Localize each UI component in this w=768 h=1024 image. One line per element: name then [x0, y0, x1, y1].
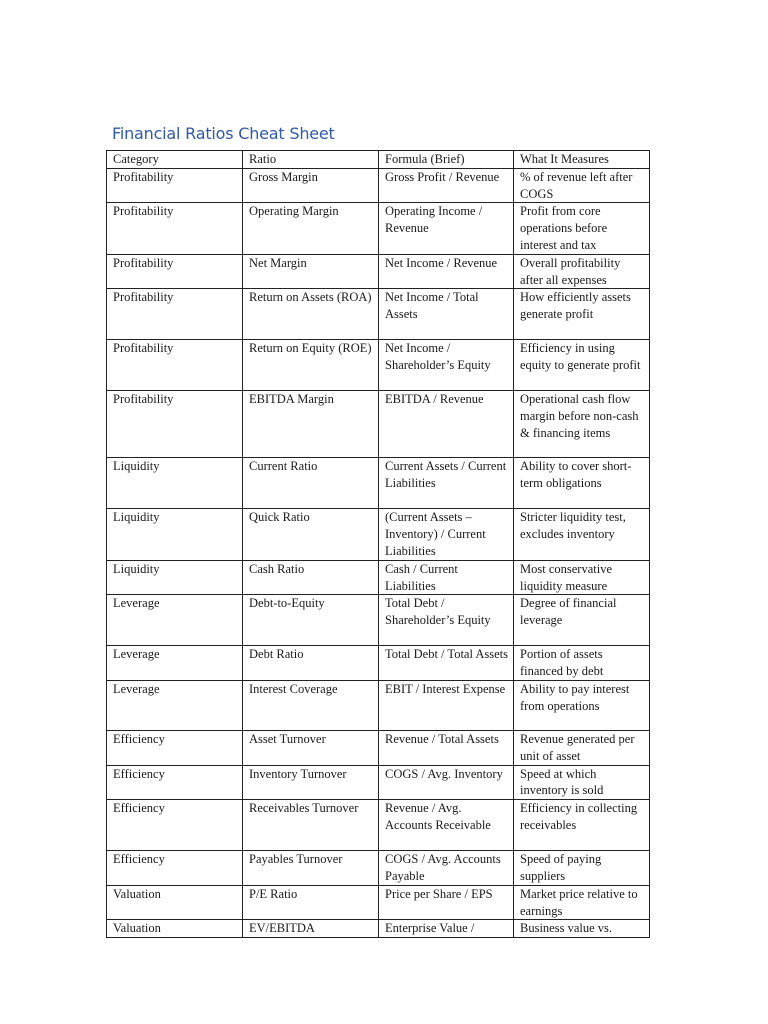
category-cell: Liquidity	[107, 509, 243, 560]
table-row	[107, 885, 650, 920]
ratios-table	[106, 150, 650, 938]
table-row	[107, 920, 650, 938]
category-cell: Profitability	[107, 340, 243, 391]
measures-cell: Ability to cover short-term obligations	[514, 458, 650, 509]
table-row	[107, 595, 650, 646]
formula-cell: Current Assets / Current Liabilities	[379, 458, 514, 509]
ratio-cell: Return on Equity (ROE)	[243, 340, 379, 391]
table-row	[107, 458, 650, 509]
ratio-cell: Debt-to-Equity	[243, 595, 379, 646]
table-row	[107, 289, 650, 340]
category-cell: Profitability	[107, 289, 243, 340]
table-row	[107, 203, 650, 254]
ratio-cell: Current Ratio	[243, 458, 379, 509]
ratio-cell: Inventory Turnover	[243, 765, 379, 800]
table-row	[107, 254, 650, 289]
category-cell: Efficiency	[107, 765, 243, 800]
measures-cell: How efficiently assets generate profit	[514, 289, 650, 340]
ratio-cell: Receivables Turnover	[243, 800, 379, 851]
ratio-cell: EBITDA Margin	[243, 391, 379, 458]
category-cell: Leverage	[107, 595, 243, 646]
ratio-cell: Asset Turnover	[243, 730, 379, 765]
measures-cell: Profit from core operations before interest and tax	[514, 203, 650, 254]
measures-cell: Most conservative liquidity measure	[514, 560, 650, 595]
table-row	[107, 730, 650, 765]
formula-cell: EBITDA / Revenue	[379, 391, 514, 458]
category-cell: Efficiency	[107, 851, 243, 886]
column-header-formula: Formula (Brief)	[379, 151, 514, 169]
category-cell: Profitability	[107, 203, 243, 254]
table-row	[107, 560, 650, 595]
measures-cell: Revenue generated per unit of asset	[514, 730, 650, 765]
formula-cell: Price per Share / EPS	[379, 885, 514, 920]
ratio-cell: Net Margin	[243, 254, 379, 289]
measures-cell: Business value vs.	[514, 920, 650, 938]
table-row	[107, 646, 650, 681]
table-row	[107, 800, 650, 851]
measures-cell: Speed at which inventory is sold	[514, 765, 650, 800]
table-row	[107, 509, 650, 560]
page-title: Financial Ratios Cheat Sheet	[112, 124, 335, 143]
measures-cell: Efficiency in using equity to generate profit	[514, 340, 650, 391]
measures-cell: Degree of financial leverage	[514, 595, 650, 646]
formula-cell: Net Income / Total Assets	[379, 289, 514, 340]
table-row	[107, 765, 650, 800]
category-cell: Valuation	[107, 920, 243, 938]
formula-cell: Revenue / Total Assets	[379, 730, 514, 765]
measures-cell: Efficiency in collecting receivables	[514, 800, 650, 851]
formula-cell: Total Debt / Total Assets	[379, 646, 514, 681]
category-cell: Profitability	[107, 168, 243, 203]
table-row	[107, 168, 650, 203]
category-cell: Leverage	[107, 680, 243, 730]
ratio-cell: Operating Margin	[243, 203, 379, 254]
table-row	[107, 391, 650, 458]
measures-cell: % of revenue left after COGS	[514, 168, 650, 203]
formula-cell: Net Income / Shareholder’s Equity	[379, 340, 514, 391]
ratio-cell: Gross Margin	[243, 168, 379, 203]
formula-cell: Gross Profit / Revenue	[379, 168, 514, 203]
category-cell: Efficiency	[107, 800, 243, 851]
category-cell: Valuation	[107, 885, 243, 920]
table-row	[107, 680, 650, 730]
formula-cell: Net Income / Revenue	[379, 254, 514, 289]
formula-cell: Operating Income / Revenue	[379, 203, 514, 254]
measures-cell: Market price relative to earnings	[514, 885, 650, 920]
column-header-category: Category	[107, 151, 243, 169]
ratio-cell: P/E Ratio	[243, 885, 379, 920]
formula-cell: Total Debt / Shareholder’s Equity	[379, 595, 514, 646]
formula-cell: (Current Assets – Inventory) / Current Liabilities	[379, 509, 514, 560]
table-header-row	[107, 151, 650, 169]
table-row	[107, 851, 650, 886]
column-header-ratio: Ratio	[243, 151, 379, 169]
category-cell: Liquidity	[107, 458, 243, 509]
formula-cell: Enterprise Value /	[379, 920, 514, 938]
formula-cell: COGS / Avg. Inventory	[379, 765, 514, 800]
table-row	[107, 340, 650, 391]
formula-cell: Revenue / Avg. Accounts Receivable	[379, 800, 514, 851]
ratio-cell: Return on Assets (ROA)	[243, 289, 379, 340]
ratio-cell: EV/EBITDA	[243, 920, 379, 938]
measures-cell: Overall profitability after all expenses	[514, 254, 650, 289]
measures-cell: Operational cash flow margin before non-cash & financing items	[514, 391, 650, 458]
ratio-cell: Quick Ratio	[243, 509, 379, 560]
category-cell: Profitability	[107, 254, 243, 289]
measures-cell: Portion of assets financed by debt	[514, 646, 650, 681]
ratio-cell: Interest Coverage	[243, 680, 379, 730]
measures-cell: Speed of paying suppliers	[514, 851, 650, 886]
category-cell: Efficiency	[107, 730, 243, 765]
ratio-cell: Payables Turnover	[243, 851, 379, 886]
formula-cell: Cash / Current Liabilities	[379, 560, 514, 595]
category-cell: Leverage	[107, 646, 243, 681]
category-cell: Profitability	[107, 391, 243, 458]
measures-cell: Stricter liquidity test, excludes inventory	[514, 509, 650, 560]
ratio-cell: Debt Ratio	[243, 646, 379, 681]
formula-cell: EBIT / Interest Expense	[379, 680, 514, 730]
formula-cell: COGS / Avg. Accounts Payable	[379, 851, 514, 886]
category-cell: Liquidity	[107, 560, 243, 595]
column-header-measures: What It Measures	[514, 151, 650, 169]
ratio-cell: Cash Ratio	[243, 560, 379, 595]
measures-cell: Ability to pay interest from operations	[514, 680, 650, 730]
